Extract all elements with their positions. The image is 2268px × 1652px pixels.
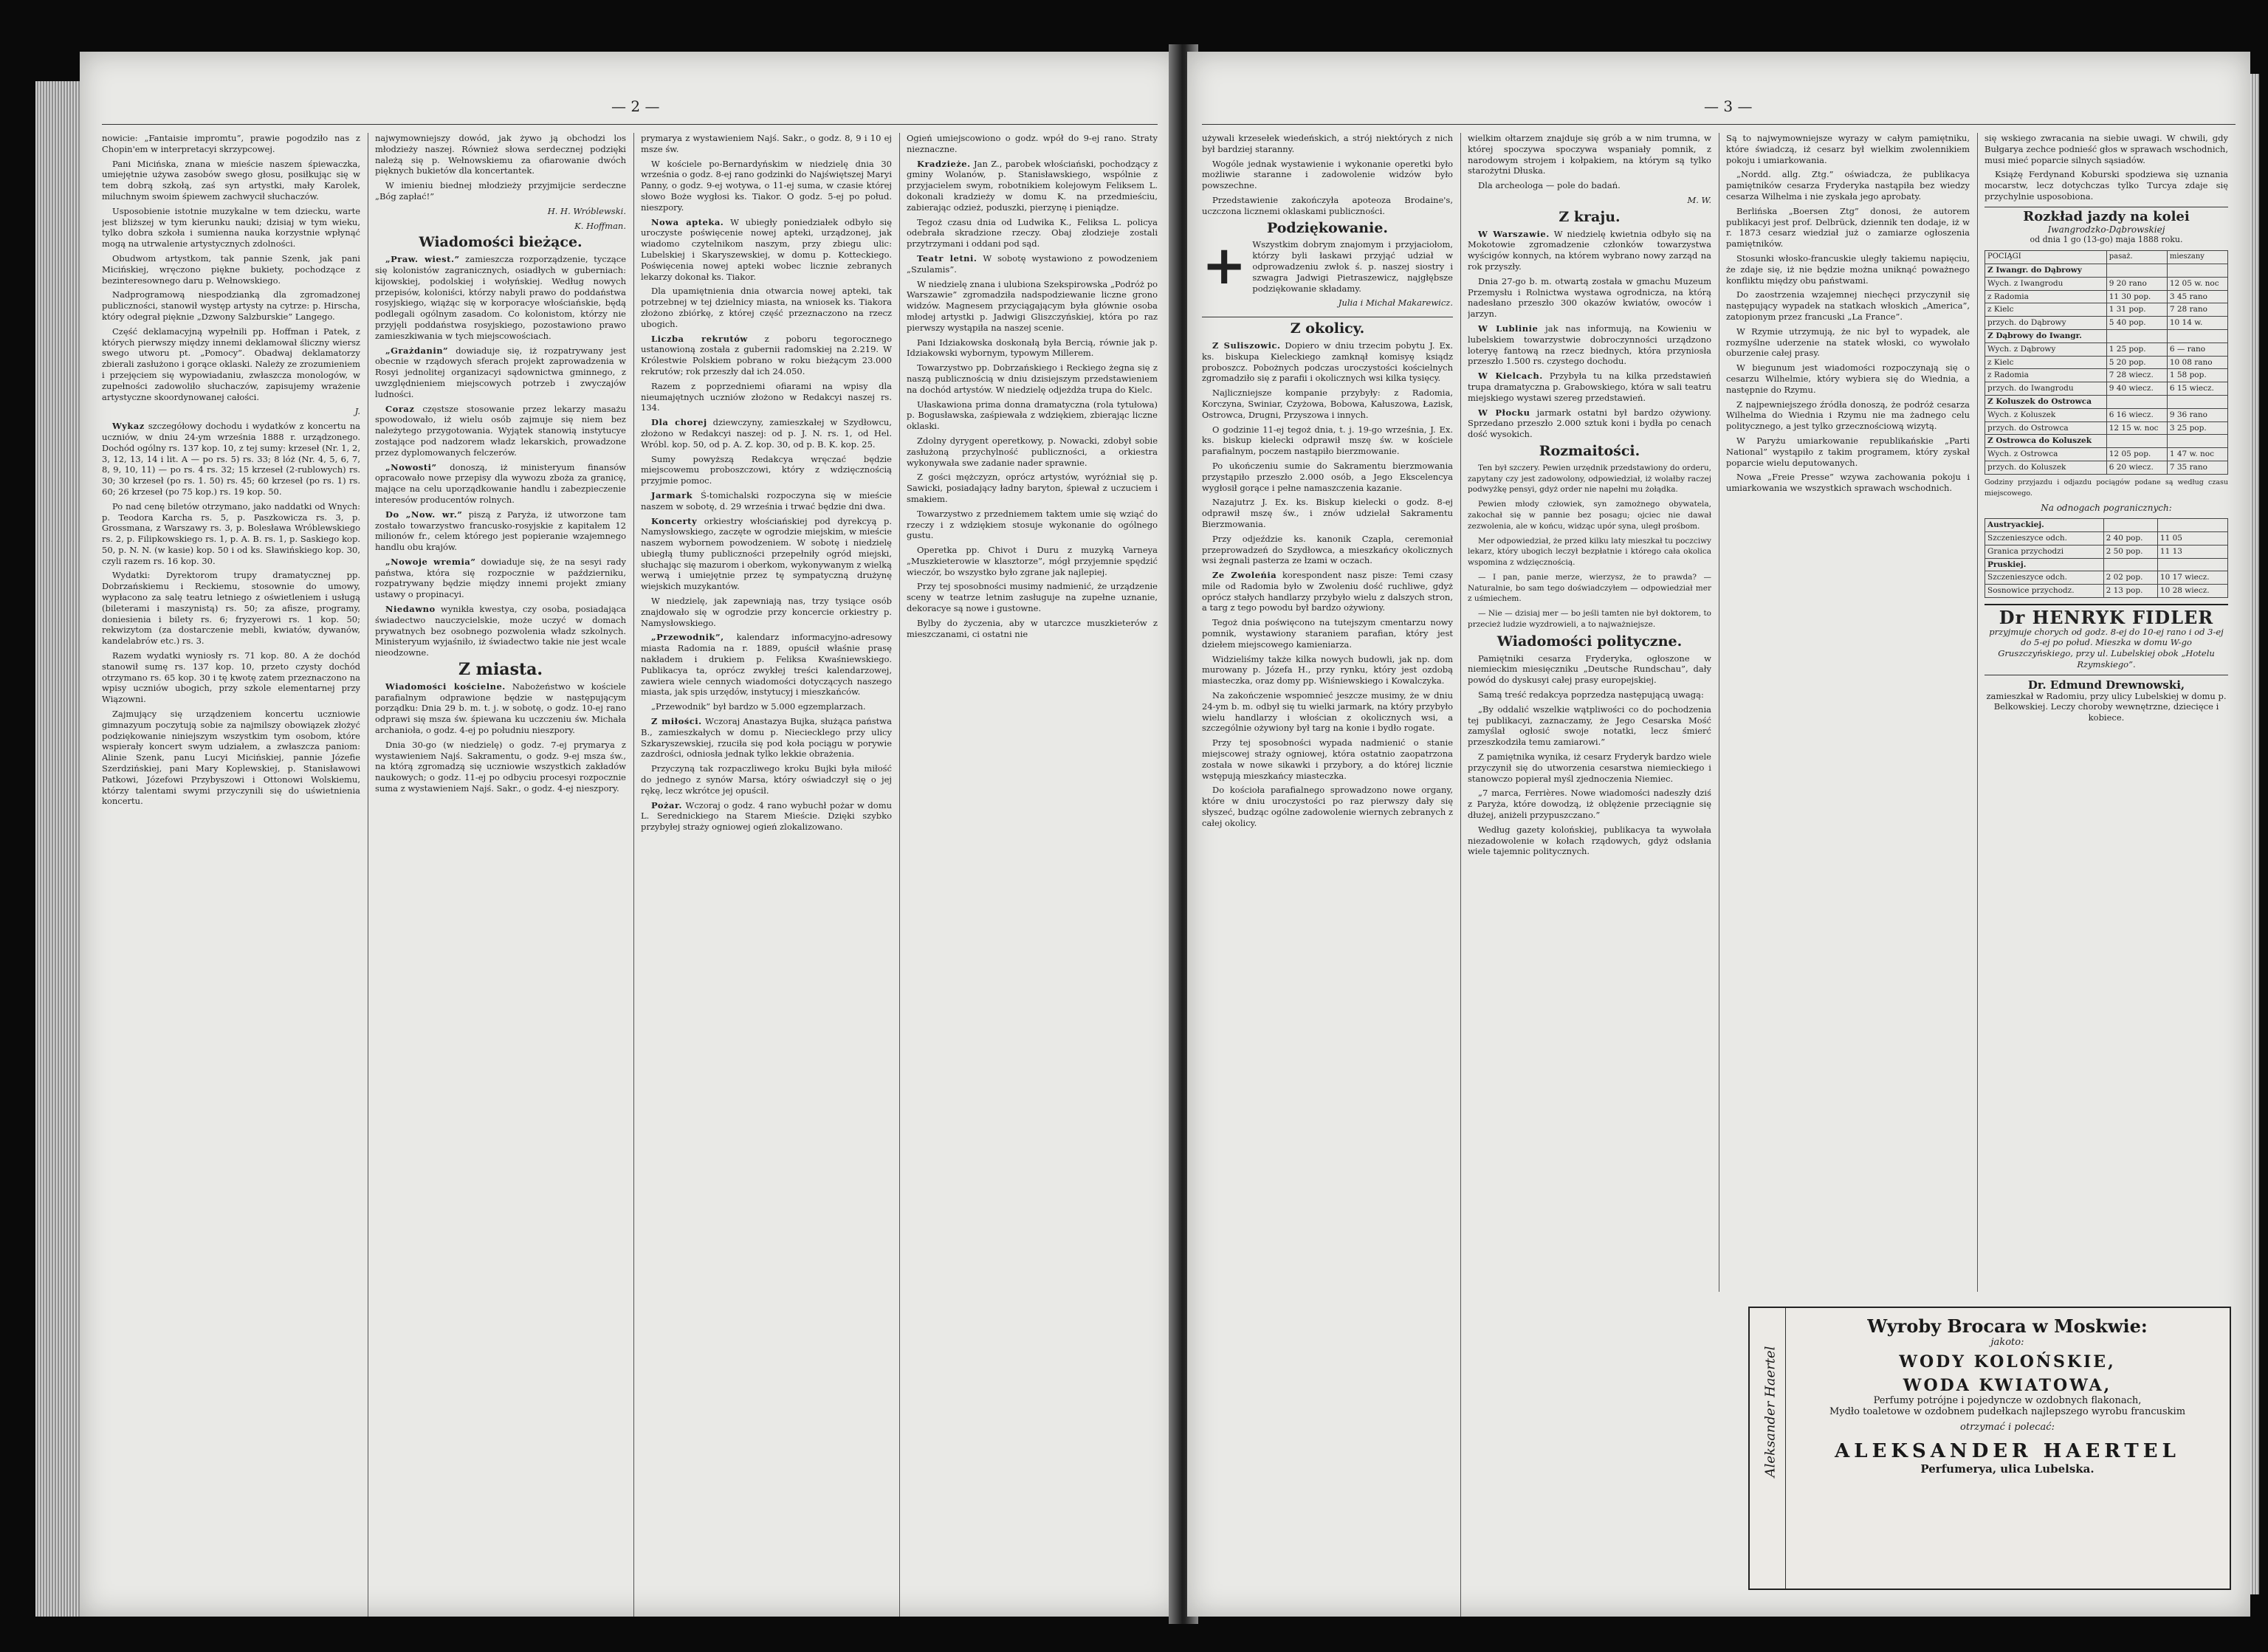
ad-line: Mydło toaletowe w ozdobnem pudełkach najlepszego wyrobu francuskim	[1829, 1406, 2186, 1417]
paragraph: Ogień umiejscowiono o godz. wpół do 9-ej rano. Straty nieznaczne.	[907, 133, 1158, 154]
paragraph: O godzinie 11-ej tegoż dnia, t. j. 19-go września, J. Ex. ks. biskup kielecki odprawił mszę św. w kościele parafialnym, poczem nastąpiło bierzmowanie.	[1202, 424, 1453, 457]
column-rule	[633, 133, 634, 1617]
paragraph: Obudwom artystkom, tak pannie Szenk, jak pani Micińskiej, wręczono piękne bukiety, pochodzące z bezinteresownego daru p. Wełnowskiego.	[102, 252, 360, 286]
timetable-body	[1985, 264, 2228, 474]
timetable-cell: 1 31 pop.	[2106, 303, 2167, 317]
section-heading: Z kraju.	[1559, 208, 1621, 225]
timetable-cell: 12 05 w. noc	[2167, 277, 2227, 290]
timetable-row	[1985, 448, 2228, 461]
timetable-cell: 2 50 pop.	[2103, 545, 2157, 558]
timetable-cell: 1 25 pop.	[2106, 343, 2167, 356]
column-rule	[1977, 133, 1978, 1292]
timetable-cell: Pruskiej.	[1985, 558, 2104, 571]
paragraph: Ś-tomichalski rozpoczyna się w mieście naszem w sobotę, d. 29 września i trwać będzie dni dwa.	[641, 489, 892, 512]
column-4	[907, 133, 1158, 1609]
paragraph: Nabożeństwo w kościele parafialnym odprawione będzie w następującym porządku: Dnia 29 b. m. t. j. w sobotę, o godz. 10-ej rano odprawi się msza św. śpiewana ku uczczeniu św. Michała archanioła, o godz. 4-ej po południu nieszpory.	[375, 681, 626, 736]
timetable-cell: 6 15 wiecz.	[2167, 382, 2227, 396]
column-4	[1984, 133, 2228, 1284]
timetable-title: Rozkład jazdy na kolei	[2023, 208, 2190, 224]
timetable-row	[1985, 435, 2228, 448]
paragraph: orkiestry włościańskiej pod dyrekcyą p. Namysłowskiego, zaczęte w ogrodzie miejskim, w mieście naszem wybornem powodzeniem. W sobotę i niedzielę ubiegłą tłumy publiczności przepełniły ogród miejski, słuchając się mazurom i oberkom, wykonywanym z wielką werwą i umiejętnie przez tę sympatyczną drużynę wiejskich muzykantów.	[641, 515, 892, 592]
paragraph: Książę Ferdynand Koburski spodziewa się uznania mocarstw, lecz dotychczas tylko Turcya zdaje się przychylnie usposobiona.	[1984, 169, 2228, 202]
timetable-cell: 5 40 pop.	[2106, 317, 2167, 330]
timetable-cell: 10 14 w.	[2167, 317, 2227, 330]
paragraph: Samą treść redakcya poprzedza następującą uwagą:	[1478, 689, 1704, 701]
paragraph: W imieniu biednej młodzieży przyjmijcie serdeczne „Bóg zapłać!”	[375, 180, 626, 202]
paragraph: W sobotę wystawiono z powodzeniem „Szulamis”.	[907, 252, 1158, 275]
paragraph: kalendarz informacyjno-adresowy miasta Radomia na r. 1889, opuścił właśnie prasę nakładem i drukiem p. Feliksa Kwaśniewskiego. Publikacya ta, oprócz zwykłej treści kalendarzowej, zawiera wiele cennych wiadomości dotyczących naszego miasta, jak spis urzędów, instytucyj i mieszkańców.	[641, 632, 892, 698]
paragraph: Bylby do życzenia, aby w utarczce muszkieterów z mieszczanami, ci ostatni nie	[907, 617, 1158, 639]
paragraph: Dnia 30-go (w niedzielę) o godz. 7-ej prymarya z wystawieniem Najś. Sakramentu, o godz. 9-ej msza św., na którą zgromadzą się uczniowie wszystkich zakładów naukowych; o godz. 11-ej po odbyciu procesyi rozpocznie suma z wystawieniem Najś. Sakr., o godz. 4-ej nieszpory.	[375, 739, 626, 794]
header-rule	[102, 124, 1158, 125]
ad-body	[1794, 1315, 2221, 1476]
timetable-row	[1985, 264, 2228, 277]
section-heading: Rozmaitości.	[1539, 442, 1640, 459]
left-page	[80, 52, 1180, 1617]
paragraph: Z najpewniejszego źródła donoszą, że podróż cesarza Wilhelma do Wiednia i Rzymu nie ma żadnego celu politycznego, a jest tylko grzecznościową wizytą.	[1726, 399, 1970, 432]
timetable-cell: Szczenieszyce odch.	[1985, 571, 2104, 585]
timetable-row	[1985, 369, 2228, 382]
timetable-cell: Z Iwangr. do Dąbrowy	[1985, 264, 2107, 277]
timetable-cell: z Radomia	[1985, 290, 2107, 303]
doctor-name: Dr HENRYK FIDLER	[1999, 606, 2214, 628]
timetable-cell: 12 05 pop.	[2106, 448, 2167, 461]
signature: Julia i Michał Makarewicz.	[1338, 297, 1453, 309]
ad-line: WODY KOLOŃSKIE,	[1899, 1352, 2116, 1371]
column-header: POCIĄGI	[1985, 251, 2107, 264]
paragraph: Razem wydatki wyniosły rs. 71 kop. 80. A że dochód stanowił sumę rs. 137 kop. 10, przeto czysty dochód otrzymano rs. 65 kop. 30 i tę kwotę zatem przeznaczono na wpisy uczniów ubogich, przy szkole elementarnej przy Wiązowni.	[102, 650, 360, 705]
open-newspaper	[28, 30, 2258, 1639]
paragraph: Sumy powyższą Redakcya wręczać będzie miejscowemu proboszczowi, który z wdzięcznością przyjmie pomoc.	[641, 453, 892, 486]
timetable-cell	[2157, 519, 2227, 532]
timetable-cell: 11 05	[2157, 531, 2227, 545]
timetable-cell: 12 15 w. noc	[2106, 421, 2167, 435]
timetable-cell	[2106, 395, 2167, 408]
article-keyword: Wykaz	[112, 421, 145, 432]
paragraph: zamieszcza rozporządzenie, tyczące się kolonistów zagranicznych, osiadłych w guberniach: kijowskiej, podolskiej i wołyńskiej. Według nowych przepisów, koloniści, którzy nabyli prawo do poddaństwa rosyjskiego, wiążąc się w korporacye włościańskie, będą podlegali ogólnym zasadom. Co kolonistom, którzy nie przyjęli poddaństwa rosyjskiego, pozostawiono prawo zamieszkiwania w tych miejscowościach.	[375, 254, 626, 341]
timetable-row	[1985, 531, 2228, 545]
paragraph: Widzieliśmy także kilka nowych budowli, jak np. dom murowany p. Józefa H., przy rynku, który jest ozdobą miasteczka, oraz domy pp. Wiśniewskiego i Kowalczyka.	[1202, 653, 1453, 686]
paragraph: Najliczniejsze kompanie przybyły: z Radomia, Korczyna, Swiniar, Czyżowa, Bobowa, Kałuszowa, Łazisk, Ostrowca, Drugni, Przyszowa i innych.	[1202, 388, 1453, 420]
timetable-cell: Z Dąbrowy do Iwangr.	[1985, 329, 2107, 343]
article-keyword: Ze Zwoleńia	[1212, 570, 1277, 581]
paragraph: Ułaskawiona prima donna dramatyczna (rola tytułowa) p. Bogusławska, zaśpiewała z wdziękiem, zbierając liczne oklaski.	[907, 399, 1158, 432]
paragraph: jarmark ostatni był bardzo ożywiony. Sprzedano przeszło 2.000 sztuk koni i bydła po cenach dość wysokich.	[1468, 407, 1711, 440]
timetable-cell	[2157, 558, 2227, 571]
timetable-row	[1985, 545, 2228, 558]
paragraph: Dopiero w dniu trzecim pobytu J. Ex. ks. biskupa Kieleckiego zamknął komisyę ksiądz proboszcz. Pobożnych podczas uroczystości kościelnych zgromadziło się z parafii i okolicznych wsi kilka tysięcy.	[1202, 340, 1453, 384]
paragraph: najwymowniejszy dowód, jak żywo ją obchodzi los młodzieży naszej. Również słowa serdecznej podzięki należą się p. Wełnowskiemu za ofiarowanie dwóch pięknych bukietów dla koncertantek.	[375, 133, 626, 176]
timetable-cell: przych. do Dąbrowy	[1985, 317, 2107, 330]
page-edges-left	[35, 81, 83, 1617]
column-3	[1726, 133, 1970, 1284]
timetable-row	[1985, 395, 2228, 408]
paragraph: Część deklamacyjną wypełnili pp. Hoffman i Patek, z których pierwszy między innemi deklamował śliczny wiersz swego utworu pt. „Pomocy”. Obadwaj deklamatorzy zbierali zasłużono i gorące oklaski. Należy ze zrozumieniem i przejęciem się wypowiadaniu, zwłaszcza monologów, w zupełności zadowoliło słuchaczów, zapisujemy wrażenie artystyczne skoordynowanej całości.	[102, 326, 360, 402]
paragraph: W kościele po-Bernardyńskim w niedzielę dnia 30 września o godz. 8-ej rano godzinki do Najświętszej Maryi Panny, o godz. 9-ej wotywa, o 11-ej suma, w czasie której słowo Boże wygłosi ks. Tiakor. O godz. 5-ej po połud. nieszpory.	[641, 158, 892, 213]
paragraph: W Paryżu umiarkowanie republikańskie „Parti National” wystąpiło z takim programem, który zyskał poparcie wielu deputowanych.	[1726, 435, 1970, 468]
timetable-cell	[2106, 264, 2167, 277]
timetable-cell	[2167, 264, 2227, 277]
article-keyword: „Nowosti”	[385, 461, 437, 472]
paragraph: Mer odpowiedział, że przed kilku laty mieszkał tu poczciwy lekarz, który ubogich leczył bezpłatnie i którego cała okolica wspomina z wdzięcznością.	[1468, 536, 1711, 568]
timetable-row	[1985, 461, 2228, 474]
timetable-cell	[2103, 558, 2157, 571]
timetable-cell: 11 30 pop.	[2106, 290, 2167, 303]
paragraph: Nadprogramową niespodzianką dla zgromadzonej publiczności, stanowił występ artysty na cytrze: p. Hirscha, który odegrał pięknie „Dzwony Salzburskie” Langego.	[102, 289, 360, 322]
paragraph: Razem z poprzedniemi ofiarami na wpisy dla nieumajętnych uczniów złożono w Redakcyi naszej rs. 134.	[641, 380, 892, 413]
timetable-cell: 7 28 wiecz.	[2106, 369, 2167, 382]
section-heading: Wiadomości polityczne.	[1496, 633, 1683, 650]
ad-merchant-name: ALEKSANDER HAERTEL	[1835, 1440, 2180, 1462]
paragraph: szczegółowy dochodu i wydatków z koncertu na uczniów, w dniu 24-ym września 1888 r. urządzonego. Dochód ogólny rs. 137 kop. 10, z tej sumy: krzeseł (Nr. 1, 2, 3, 12, 13, 14 i lit. A — po rs. 5) rs. 33; 8 lóż (Nr. 4, 5, 6, 7, 8, 9, 10, 11) — po rs. 4 rs. 32; 15 krzeseł (2-rublowych) rs. 30; 30 krzeseł (po rs. 1. 50) rs. 45; 60 krzeseł (po rs. 1) rs. 60; 26 krzeseł (po 75 kop.) rs. 19 kop. 50.	[102, 421, 360, 497]
paragraph: prymarya z wystawieniem Najś. Sakr., o godz. 8, 9 i 10 ej msze św.	[641, 133, 892, 154]
timetable-cell	[2106, 329, 2167, 343]
doctor-name: Dr. Edmund Drewnowski,	[2027, 678, 2185, 692]
paragraph: Na zakończenie wspomnieć jeszcze musimy, że w dniu 24-ym b. m. odbył się tu wielki jarmark, na który przybyło wielu handlarzy i włościan z okolicznych wsi, a szczególnie ożywiony był targ na konie i bydło rogate.	[1202, 690, 1453, 734]
cross-icon: +	[1202, 239, 1247, 297]
timetable-cell: 7 28 rano	[2167, 303, 2227, 317]
border-body	[1985, 519, 2228, 598]
article-keyword: Z Suliszowic.	[1212, 340, 1281, 351]
ad-address: Perfumerya, ulica Lubelska.	[1920, 1462, 2095, 1476]
timetable-cell: Szczenieszyce odch.	[1985, 531, 2104, 545]
paragraph: Z gości mężczyzn, oprócz artystów, wyróżniał się p. Sawicki, posiadający ładny baryton, śpiewał z uczuciem i smakiem.	[907, 472, 1158, 504]
timetable-cell: Austryackiej.	[1985, 519, 2104, 532]
timetable-cell: Granica przychodzi	[1985, 545, 2104, 558]
article-keyword: Jarmark	[651, 489, 693, 500]
paragraph: częstsze stosowanie przez lekarzy masażu spowodowało, iż wielu osób zajmuje się niem bez należytego przygotowania. Wyjątek stanowią instytucye zostające pod nadzorem władz lekarskich, prowadzone przez dyplomowanych felczerów.	[375, 403, 626, 458]
paragraph: W niedzielę, jak zapewniają nas, trzy tysiące osób znajdowało się w ogrodzie przy koncercie orkiestry p. Namysłowskiego.	[641, 596, 892, 628]
paragraph: Po nad cenę biletów otrzymano, jako naddatki od Wnych: p. Teodora Karcha rs. 5, p. Paszkowicza rs. 3, p. Grossmana, z Warszawy rs. 3, p. Bolesława Wróblewskiego rs. 2, p. Filipkowskiego rs. 1, p. A. B. rs. 1, p. Saskiego kop. 50, p. N. N. (w kasie) kop. 50 i od ks. Sławińskiego kop. 30, czyli razem rs. 16 kop. 30.	[102, 500, 360, 566]
timetable-row	[1985, 585, 2228, 598]
paragraph: Pamiętniki cesarza Fryderyka, ogłoszone w niemieckim miesięczniku „Deutsche Rundschau”, dały powód do dyskusyi całej prasy europejskiej.	[1468, 653, 1711, 686]
paragraph: Stosunki włosko-francuskie uległy takiemu napięciu, że zdaje się, iż nie będzie można uniknąć poważnego konfliktu między obu państwami.	[1726, 252, 1970, 286]
doctor-ad	[1984, 604, 2228, 723]
article-keyword: Wiadomości kościelne.	[385, 681, 506, 692]
timetable-cell: Wych. z Koluszek	[1985, 408, 2107, 421]
timetable-cell	[2106, 435, 2167, 448]
paragraph: Przy tej sposobności wypada nadmienić o stanie miejscowej straży ogniowej, która ostatnio zaopatrzona została w nowe sikawki i przybory, a do której licznie wstępują mieszkańcy miasteczka.	[1202, 737, 1453, 781]
timetable-cell: przych. do Koluszek	[1985, 461, 2107, 474]
timetable-footnote: Godziny przyjazdu i odjazdu pociągów podane są według czasu miejscowego.	[1984, 478, 2228, 498]
paragraph: — I pan, panie merze, wierzysz, że to prawda? — Naturalnie, bo sam tego doświadczyłem — odpowiedział mer z uśmiechem.	[1468, 572, 1711, 604]
timetable-cell: 10 08 rano	[2167, 356, 2227, 369]
paragraph: Według gazety kolońskiej, publikacya ta wywołała niezadowolenie w kołach rządowych, gdyż odsłania wiele tajemnic politycznych.	[1468, 824, 1711, 857]
paragraph: Nowa „Freie Presse” wzywa zachowania pokoju i umiarkowania we wszystkich sprawach wschodnich.	[1726, 472, 1970, 494]
timetable-cell: 1 47 w. noc	[2167, 448, 2227, 461]
column-1	[102, 133, 360, 1609]
timetable-row	[1985, 343, 2228, 356]
paragraph: Pani Idziakowska doskonałą była Bercią, równie jak p. Idziakowski wybornym, typowym Millerem.	[907, 337, 1158, 359]
timetable-row	[1985, 408, 2228, 421]
paragraph: Operetka pp. Chivot i Duru z muzyką Varneya „Muszkieterowie w klasztorze”, mógł przyjemnie spędzić wieczór, bo wszystko było zgrane jak najlepiej.	[907, 545, 1158, 577]
timetable-table	[1984, 250, 2228, 475]
timetable-row	[1985, 303, 2228, 317]
right-page	[1187, 52, 2250, 1617]
ad-side-text: Aleksander Haertel	[1762, 1346, 1779, 1478]
timetable-cell: 11 13	[2157, 545, 2227, 558]
paragraph: donoszą, iż ministeryum finansów opracowało nowe przepisy dla wywozu zboża za granicę, mające na celu uporządkowanie handlu i zabezpieczenie interesów producentów rolnych.	[375, 461, 626, 505]
timetable-row	[1985, 277, 2228, 290]
timetable-row	[1985, 290, 2228, 303]
ad-line: Perfumy potrójne i pojedyncze w ozdobnych flakonach,	[1873, 1395, 2142, 1406]
paragraph: Towarzystwo z przedniemem taktem umie się wziąć do rzeczy i z wdziękiem stosuje wykonanie do ogólnego gustu.	[907, 508, 1158, 541]
paragraph: się wskiego zwracania na siebie uwagi. W chwili, gdy Bułgarya zechce podnieść głos w sprawach wschodnich, musi mieć poparcie silnych sąsiadów.	[1984, 133, 2228, 165]
column-2	[1468, 133, 1711, 1284]
timetable-cell: Z Ostrowca do Koluszek	[1985, 435, 2107, 448]
article-keyword: Dla chorej	[651, 417, 707, 428]
column-2	[375, 133, 626, 1609]
paragraph: Przybyła tu na kilka przedstawień trupa dramatyczna p. Grabowskiego, która w sali teatru miejskiego wystawi szereg przedstawień.	[1468, 371, 1711, 403]
border-table	[1984, 518, 2228, 598]
timetable-cell: 1 58 pop.	[2167, 369, 2227, 382]
paragraph: nowicie: „Fantaisie impromtu”, prawie pogodziło nas z Chopin'em w interpretacyi skrzypcowej.	[102, 133, 360, 154]
paragraph: W niedzielę kwietnia odbyło się na Mokotowie zgromadzenie członków towarzystwa wyścigów konnych, na którem wybrano nowy zarząd na rok przyszły.	[1468, 228, 1711, 272]
article-keyword: Liczba rekrutów	[651, 333, 748, 344]
paragraph: Dla upamiętnienia dnia otwarcia nowej apteki, tak potrzebnej w tej dzielnicy miasta, na wniosek ks. Tiakora złożono zbiórkę, z której część przeznaczono na rzecz ubogich.	[641, 286, 892, 329]
timetable-cell: 2 13 pop.	[2103, 585, 2157, 598]
paragraph: dowiaduje się, iż rozpatrywany jest obecnie w rządowych sferach projekt zaprowadzenia w Rosyi jednolitej organizacyi sądownictwa gminnego, z uwzględnieniem miejscowych potrzeb i zwyczajów ludności.	[375, 345, 626, 399]
paragraph: Usposobienie istotnie muzykalne w tem dziecku, warte jest bliższej w tym kierunku nauki; dzisiaj w tym wieku, tylko dobra szkoła i sumienna nauka korzystnie wpłynąć mogą na utrwalenie artystycznych zdolności.	[102, 205, 360, 249]
page-number-left: — 2 —	[611, 97, 660, 115]
timetable-row	[1985, 558, 2228, 571]
paragraph: Przedstawienie zakończyła apoteoza Brodaine's, uczczona licznemi oklaskami publiczności.	[1202, 194, 1453, 216]
paragraph: Zdolny dyrygent operetkowy, p. Nowacki, zdobył sobie zasłużoną przychylność publiczności, a orkiestra wykonywała swe zadanie nader sprawnie.	[907, 435, 1158, 468]
timetable-cell: 10 17 wiecz.	[2157, 571, 2227, 585]
article-keyword: W Płocku	[1478, 407, 1530, 418]
paragraph: W Rzymie utrzymują, że nic był to wypadek, ale rozmyślne uderzenie na statek włoski, co wywołało oburzenie całej prasy.	[1726, 326, 1970, 359]
timetable-cell	[2167, 329, 2227, 343]
timetable-cell: 9 36 rano	[2167, 408, 2227, 421]
section-heading: Z miasta.	[458, 660, 543, 680]
paragraph: Są to najwymowniejsze wyrazy w całym pamiętniku, które świadczą, iż cesarz był wielkim zwolennikiem pokoju i umiarkowania.	[1726, 133, 1970, 165]
timetable-cell: z Kielc	[1985, 356, 2107, 369]
paragraph: piszą z Paryża, iż utworzone tam zostało towarzystwo francusko-rosyjskie z kapitałem 12 milionów fr., celem którego jest popieranie wzajemnego handlu obu krajów.	[375, 509, 626, 553]
ad-title: Wyroby Brocara w Moskwie:	[1867, 1315, 2148, 1337]
thanks-notice	[1202, 239, 1453, 317]
perfume-ad	[1748, 1307, 2231, 1590]
article-keyword: Teatr letni.	[917, 252, 977, 264]
section-heading: Podziękowanie.	[1266, 219, 1389, 236]
timetable-cell: 2 40 pop.	[2103, 531, 2157, 545]
timetable-cell: 6 — rano	[2167, 343, 2227, 356]
article-keyword: Nowa apteka.	[651, 216, 724, 227]
timetable-cell	[2167, 395, 2227, 408]
article-keyword: W Lublinie	[1478, 323, 1539, 334]
paragraph: Z pamiętnika wynika, iż cesarz Fryderyk bardzo wiele przyczynił się do utworzenia cesarstwa niemieckiego i stanowczo popierał myśl zjednoczenia Niemiec.	[1468, 751, 1711, 784]
paragraph: przyjmuje chorych od godz. 8-ej do 10-ej rano i od 3-ej do 5-ej po połud. Mieszka w domu W-go Gruszczyńskiego, przy ul. Lubelskiej obok „Hotelu Rzymskiego”.	[1989, 626, 2224, 670]
article-keyword: „Praw. wiest.”	[385, 254, 460, 265]
page-number-right: — 3 —	[1704, 97, 1753, 115]
timetable-cell: Wych. z Dąbrowy	[1985, 343, 2107, 356]
article-keyword: „Grażdanin”	[385, 345, 449, 356]
timetable-cell: 3 25 pop.	[2167, 421, 2227, 435]
paragraph: wynikła kwestya, czy osoba, posiadająca świadectwo nauczycielskie, może uczyć w domach prywatnych bez osobnego pozwolenia władz szkolnych. Ministeryum wyjaśniło, iż świadectwo takie nie jest wcale nieodzowne.	[375, 604, 626, 658]
paragraph: zamieszkał w Radomiu, przy ulicy Lubelskiej w domu p. Belkowskiej. Leczy choroby wewnętrzne, dziecięce i kobiece.	[1986, 690, 2227, 723]
timetable-row	[1985, 329, 2228, 343]
paragraph: Towarzystwo pp. Dobrzańskiego i Reckiego żegna się z naszą publicznością w dniu dzisiejszym przedstawieniem na dochód artystów. W niedzielę odjeżdża trupa do Kielc.	[907, 362, 1158, 395]
paragraph: Przy tej sposobności musimy nadmienić, że urządzenie sceny w teatrze letnim zasługuje na zupełne uznanie, dekoracye są nowe i gustowne.	[907, 581, 1158, 614]
timetable-cell: 2 02 pop.	[2103, 571, 2157, 585]
column-header: mieszany	[2167, 251, 2227, 264]
timetable-cell: z Radomia	[1985, 369, 2107, 382]
article-keyword: „Przewodnik”,	[651, 632, 724, 643]
paragraph: Tegoż dnia poświęcono na tutejszym cmentarzu nowy pomnik, wystawiony staraniem parafian, który jest dziełem miejscowego kamieniarza.	[1202, 617, 1453, 650]
timetable-row	[1985, 317, 2228, 330]
timetable-cell: 3 45 rano	[2167, 290, 2227, 303]
paragraph: korespondent nasz pisze: Temi czasy mile od Radomia było w Zwoleniu dość ruchliwe, gdyż oprócz stałych handlarzy przybyło wielu z dalszych stron, a targ z tego powodu był bardzo ożywiony.	[1202, 570, 1453, 613]
paragraph: jak nas informują, na Kowieniu w lubelskiem towarzystwie dobroczynności urządzono loteryę fantową na rzecz biednych, która przyniosła przeszło 1.500 rs. czystego dochodu.	[1468, 323, 1711, 367]
paragraph: — Nie — dzisiaj mer — bo jeśli tamten nie był doktorem, to przecież ludzie wyzdrowieli, a to najważniejsze.	[1468, 609, 1711, 630]
column-1	[1202, 133, 1453, 1609]
timetable-cell	[2167, 435, 2227, 448]
paragraph: Po ukończeniu sumie do Sakramentu bierzmowania przystąpiło przeszło 2.000 osób, a Jego Ekscelencya wygłosił gorące i pełne namaszczenia kazanie.	[1202, 460, 1453, 493]
article-keyword: Kradzieże.	[917, 158, 971, 169]
timetable-cell: 5 20 pop.	[2106, 356, 2167, 369]
paragraph: dziewczyny, zamieszkałej w Szydłowcu, złożono w Redakcyi naszej: od p. J. N. rs. 1, od Hel. Wróbl. kop. 50, od p. A. Z. kop. 30, od p. B. K. kop. 25.	[641, 417, 892, 450]
paragraph: Jan Z., parobek włościański, pochodzący z gminy Wolanów, p. Stanisławskiego, wspólnie z przyjacielem swym, robotnikiem kolejowym Feliksem L. dokonali kradzieży w domu K. na przedmieściu, zabierając odzież, poduszki, pierzynę i pieniądze.	[907, 158, 1158, 213]
timetable-cell	[2103, 519, 2157, 532]
timetable	[1984, 207, 2228, 598]
timetable-row	[1985, 421, 2228, 435]
timetable-cell: Wych. z Iwangrodu	[1985, 277, 2107, 290]
border-title: Na odnogach pogranicznych:	[2041, 503, 2172, 514]
timetable-cell: 9 40 wiecz.	[2106, 382, 2167, 396]
paragraph: wielkim ołtarzem znajduje się grób a w nim trumna, w której spoczywa spoczywa wspaniały pomnik, z narodowym strojem i kołpakiem, na którym są tylko starożytni Dłuska.	[1468, 133, 1711, 176]
paragraph: Pani Micińska, znana w mieście naszem śpiewaczka, umiejętnie używa zasobów swego głosu, posiłkując się w tem dobrą szkołą, zaś syn artystki, mały Karolek, miluchnym swoim śpiewem zachwycił słuchaczów.	[102, 158, 360, 202]
signature: H. H. Wróblewski.	[547, 205, 626, 216]
ad-text: jakoto:	[1990, 1337, 2024, 1348]
paragraph: Ten był szczery. Pewien urzędnik przedstawiony do orderu, zapytany czy jest zadowolony, odpowiedział, iż wolałby raczej podwyżkę pensyi, gdyż order nie napełni mu żołądka.	[1468, 463, 1711, 495]
article-keyword: W Warszawie.	[1478, 228, 1550, 239]
paragraph: W biegunum jest wiadomości rozpoczynają się o cesarzu Wilhelmie, który wybiera się do Wiednia, a następnie do Rzymu.	[1726, 362, 1970, 395]
article-keyword: Koncerty	[651, 515, 698, 526]
paragraph: Wczoraj Anastazya Bujka, służąca państwa B., zamieszkałych w domu p. Nieciecklego przy ulicy Szkaryszewskiej, rzuciła się pod koła pociągu w porywie zazdrości, odniosła jednak tylko lekkie obrażenia.	[641, 716, 892, 760]
paragraph: Wczoraj o godz. 4 rano wybuchł pożar w domu L. Serednickiego na Starem Mieście. Dzięki szybko przybyłej straży ogniowej ogień zlokalizowano.	[641, 799, 892, 833]
paragraph: Dla archeologa — pole do badań.	[1478, 180, 1621, 191]
column-rule	[899, 133, 900, 1617]
paragraph: „Przewodnik” był bardzo w 5.000 egzemplarzach.	[651, 701, 866, 712]
paragraph: Nazajutrz J. Ex. ks. Biskup kielecki o godz. 8-ej odprawił mszę św., i znów udzielał Sakramentu Bierzmowania.	[1202, 497, 1453, 529]
paragraph: „By oddalić wszelkie wątpliwości co do pochodzenia tej publikacyi, zaznaczamy, że Jego Cesarska Mość zamyślał ogłosić swoje notatki, lecz śmierć przeszkodziła temu zamiarowi.”	[1468, 703, 1711, 748]
paragraph: Wydatki: Dyrektorom trupy dramatycznej pp. Dobrzańskiemu i Reckiemu, stosownie do umowy, wypłacono za salę teatru letniego z oświetleniem i usługą (bileterami i maszynistą) rs. 50; za afisze, programy, doniesienia i bilety rs. 6; fryzyerowi rs. 1 kop. 50; rekwizytom (za dostarczenie mebli, kwiatów, dywanów, kandelabrów etc.) rs. 3.	[102, 570, 360, 647]
timetable-row	[1985, 519, 2228, 532]
timetable-cell: przych. do Ostrowca	[1985, 421, 2107, 435]
signature: K. Hoffman.	[574, 220, 626, 231]
timetable-row	[1985, 382, 2228, 396]
timetable-row	[1985, 571, 2228, 585]
paragraph: Pewien młody człowiek, syn zamożnego obywatela, zakochał się w pannie bez posagu; ojciec nie dawał zezwolenia, ale w końcu, widząc upór syna, uległ prośbom.	[1468, 500, 1711, 531]
section-heading: Z okolicy.	[1290, 320, 1365, 337]
paragraph: „Nordd. allg. Ztg.” oświadcza, że publikacya pamiętników cesarza Fryderyka nastąpiła bez wiedzy cesarza Wilhelma i nie zyskała jego aprobaty.	[1726, 169, 1970, 202]
paragraph: Do zaostrzenia wzajemnej niechęci przyczynił się następujący wypadek na statkach włoskich „America”, zatopionym przez francuski „La France”.	[1726, 289, 1970, 322]
ad-side-label	[1756, 1308, 1786, 1589]
timetable-cell: 7 35 rano	[2167, 461, 2227, 474]
timetable-cell: 10 28 wiecz.	[2157, 585, 2227, 598]
column-3	[641, 133, 892, 1609]
timetable-cell: z Kielc	[1985, 303, 2107, 317]
timetable-row	[1985, 356, 2228, 369]
section-heading: Wiadomości bieżące.	[419, 234, 583, 251]
paragraph: Dnia 27-go b. m. otwartą została w gmachu Muzeum Przemysłu i Rolnictwa wystawa ogrodnicza, na którą nadesłano przeszło 300 okazów kwiatów, owoców i jarzyn.	[1468, 275, 1711, 320]
timetable-subtitle: Iwangrodzko-Dąbrowskiej	[2047, 224, 2165, 235]
paragraph: „7 marca, Ferrières. Nowe wiadomości nadeszły dziś z Paryża, które dowodzą, iż oblężenie przeciągnie się dłużej, aniżeli przypuszczano.”	[1468, 788, 1711, 821]
paragraph: Przy odjeździe ks. kanonik Czapla, ceremoniał przeprowadzeń do Szydłowca, a mieszkańcy okolicznych wsi żegnali pasterza ze łzami w oczach.	[1202, 533, 1453, 566]
article-keyword: Pożar.	[651, 799, 682, 810]
timetable-cell: 6 20 wiecz.	[2106, 461, 2167, 474]
ad-line: otrzymać i polecać:	[1960, 1422, 2055, 1433]
paragraph: dowiaduje się, że na sesyi rady państwa, która się rozpocznie w październiku, rozpatrywany będzie między innemi projekt zmiany ustawy o propinacyi.	[375, 556, 626, 600]
column-header: pasaż.	[2106, 251, 2167, 264]
article-keyword: Do „Now. wr.”	[385, 509, 463, 520]
paragraph: W ubiegły poniedziałek odbyło się uroczyste poświęcenie nowej apteki, urządzonej, jak wiadomo czytelnikom naszym, przy zbiegu ulic: Lubelskiej i Skaryszewskiej, w domu p. Kotteckiego. Poświęcenia nowej apteki wobec licznie zebranych lekarzy dokonał ks. Tiakor.	[641, 216, 892, 282]
timetable-note: od dnia 1 go (13-go) maja 1888 roku.	[2030, 235, 2183, 245]
timetable-cell: 9 20 rano	[2106, 277, 2167, 290]
paragraph: Tegoż czasu dnia od Ludwika K., Feliksa L. policya odebrała skradzione rzeczy. Obaj złodzieje zostali przytrzymani i oddani pod sąd.	[907, 216, 1158, 249]
paragraph: Wszystkim dobrym znajomym i przyjaciołom, którzy byli łaskawi przyjąć udział w odprowadzeniu zwłok ś. p. naszej siostry i szwagra Jadwigi Pietraszewicz, najgłębsze podziękowanie składamy.	[1252, 239, 1453, 294]
paragraph: Przyczyną tak rozpaczliwego kroku Bujki była miłość do jednego z synów Marsa, który oświadczył się o jej rękę, lecz wkrótce jej opuścił.	[641, 763, 892, 796]
article-keyword: Niedawno	[385, 604, 436, 615]
timetable-cell: przych. do Iwangrodu	[1985, 382, 2107, 396]
timetable-cell: Wych. z Ostrowca	[1985, 448, 2107, 461]
article-keyword: Coraz	[385, 403, 415, 414]
timetable-cell: Sosnowice przychodz.	[1985, 585, 2104, 598]
signature: M. W.	[1687, 194, 1711, 205]
column-rule	[1460, 133, 1461, 1617]
header-rule	[1202, 124, 2236, 125]
article-keyword: W Kielcach.	[1478, 371, 1543, 382]
paragraph: Berlińska „Boersen Ztg” donosi, że autorem publikacyi jest prof. Delbrück, dziennik ten dodaje, iż w r. 1873 cesarz wiedział już o zamiarze ogłoszenia pamiętników.	[1726, 205, 1970, 249]
paragraph: Do kościoła parafialnego sprowadzono nowe organy, które w dniu uroczystości po raz pierwszy dały się słyszeć, budząc ogólne zadowolenie wiernych zebranych z całej okolicy.	[1202, 785, 1453, 828]
paragraph: z poboru tegorocznego ustanowioną została z gubernii radomskiej na 2.219. W Królestwie Polskiem pobrano w roku bieżącym 23.000 rekrutów; rok przeszły dał ich 24.050.	[641, 333, 892, 376]
ad-line: WODA KWIATOWA,	[1903, 1376, 2112, 1395]
signature: J.	[354, 406, 360, 417]
article-keyword: Z miłości.	[651, 716, 702, 727]
paragraph: Wogóle jednak wystawienie i wykonanie operetki było możliwie staranne i zadowolenie widzów było powszechne.	[1202, 158, 1453, 191]
paragraph: używali krzesełek wiedeńskich, a strój niektórych z nich był bardziej staranny.	[1202, 133, 1453, 154]
timetable-cell: Z Koluszek do Ostrowca	[1985, 395, 2107, 408]
paragraph: W niedzielę znana i ulubiona Szekspirowska „Podróż po Warszawie” zgromadziła nadspodziewanie liczne grono widzów. Magnesem przyciągającym była głównie osoba młodej artystki p. Jadwigi Gliszczyńskiej, która po raz pierwszy wystąpiła na naszej scenie.	[907, 278, 1158, 333]
paragraph: Zajmujący się urządzeniem koncertu uczniowie gimnazyum poczytują sobie za najmilszy obowiązek złożyć podziękowanie niniejszym wszystkim tym osobom, które wspierały koncert swym udziałem, a zwłaszcza paniom: Alinie Szenk, panu Lucyi Micińskiej, pannie Józefie Szerdzińskiej, pani Mary Koplewskiej, p. Stanisławowi Patkowi, Józefowi Przybyszowi i Ottonowi Wolskiemu, którzy talentami swymi przyczynili się do uświetnienia koncertu.	[102, 709, 360, 807]
timetable-cell: 6 16 wiecz.	[2106, 408, 2167, 421]
article-keyword: „Nowoje wremia”	[385, 556, 476, 567]
